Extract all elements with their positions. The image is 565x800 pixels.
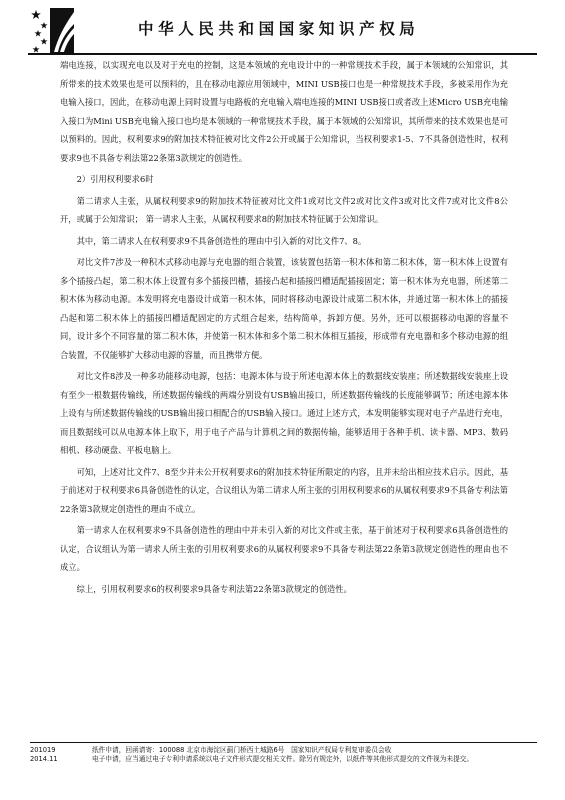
section-heading: 2）引用权利要求6时: [76, 174, 154, 184]
document-body: [60, 56, 508, 601]
paragraph-continuation: 端电连接，以实现充电以及对于充电的控制，这是本领域的充电设计中的一种常规技术手段，属于本领域的公知常识，其所带来的技术效果也是可以预料的，且在移动电源应用领域中，MINI USB接口也是一种常规技术手段，多被采用作为充电输入接口，因此，在移动电源上同时设置与电路板的充电输入端电连接的MINI USB接口或者改上述Micro USB充电输入接口为Mini USB充电输入接口也均是本领域的一种常规技术手段，属于本领域的公知常识，其所带来的技术效果也是可以预料的。因此，权利要求9的附加技术特征被对比文件2公开或属于公知常识，当权利要求1-5、7不具备创造性时，权利要求9也不具备专利法第22条第3款规定的创造性。: [60, 60, 508, 163]
office-name: 中华人民共和国国家知识产权局: [138, 20, 420, 38]
page-header: [0, 0, 565, 60]
page-footer: [30, 742, 537, 764]
footer-row: [30, 755, 537, 764]
paragraph: 对比文件8涉及一种多功能移动电源，包括：电源本体与设于所述电源本体上的数据线安装座；所述数据线安装座上设有至少一根数据传输线，所述数据传输线的两端分别设有USB输出接口，所述数据传输线的长度能够调节；所述电源本体上设有与所述数据传输线的USB输出接口相配合的USB输入接口。通过上述方式，本发明能够实现对电子产品进行充电，而且数据线可以从电源本体上取下，用于电子产品与计算机之间的数据传输，能够适用于各种手机、读卡器、MP3、数码相机、移动硬盘、平板电脑上。: [60, 371, 508, 455]
paragraph: 第一请求人在权利要求9不具备创造性的理由中并未引入新的对比文件或主张，基于前述对于权利要求6具备创造性的认定，合议组认为第一请求人所主张的引用权利要求6的从属权利要求9不具备专利法第22条第3款规定创造性的理由也不成立。: [60, 525, 508, 572]
form-version: 2014.11: [30, 755, 58, 763]
footer-row: [30, 746, 537, 755]
header-divider: [28, 53, 537, 55]
cnipa-logo-icon: [30, 8, 76, 54]
form-code: 201019: [30, 746, 56, 754]
footer-electronic-notice: 电子申请，应当通过电子专利申请系统以电子文件形式提交相关文件。除另有规定外，以纸件等其他形式提交的文件视为未提交。: [92, 755, 474, 763]
footer-mail-notice: 纸件申请，回函请寄：100088 北京市海淀区蓟门桥西土城路6号 国家知识产权局专利复审委员会收: [92, 746, 392, 754]
paragraph: 其中，第二请求人在权利要求9不具备创造性的理由中引入新的对比文件7、8。: [76, 235, 367, 246]
paragraph: 对比文件7涉及一种积木式移动电源与充电器的组合装置，该装置包括第一积木体和第二积木体，第一积木体上设置有多个插接凸起，第二积木体上设置有多个插接凹槽，插接凸起和插接凹槽适配插接固定；第一积木体为充电器，所述第二积木体为移动电源。本发明将充电器设计成第一积木体，同时将移动电源设计成第二积木体，并通过第一积木体上的插接凸起和第二积木体上的插接凹槽适配固定的方式组合起来，结构简单，拆卸方便。另外，还可以根据移动电源的容量不同，设计多个不同容量的第二积木体，并使第一积木体和多个第二积木体相互插接，形成带有充电器和多个移动电源的组合装置，不仅能够扩大移动电源的容量，而且携带方便。: [60, 257, 508, 360]
paragraph: 可知，上述对比文件7、8至少并未公开权利要求6的附加技术特征所限定的内容，且并未给出相应技术启示。因此，基于前述对于权利要求6具备创造性的认定，合议组认为第二请求人所主张的引用权利要求6的从属权利要求9不具备专利法第22条第3款规定创造性的理由不成立。: [60, 466, 508, 514]
paragraph: 第二请求人主张，从属权利要求9的附加技术特征被对比文件1或对比文件2或对比文件3或对比文件7或对比文件8公开，或属于公知常识； 第一请求人主张，从属权利要求8的附加技术特征属于公知常识。: [60, 195, 508, 224]
paragraph: 综上，引用权利要求6的权利要求9具备专利法第22条第3款规定的创造性。: [76, 583, 352, 594]
